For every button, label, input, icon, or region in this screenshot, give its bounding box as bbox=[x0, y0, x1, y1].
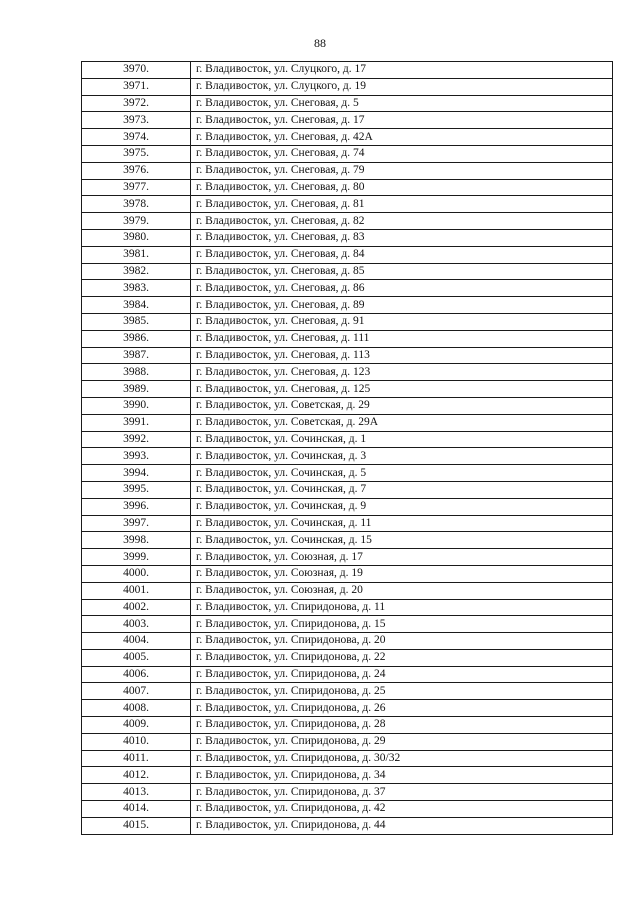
address-cell: г. Владивосток, ул. Снеговая, д. 81 bbox=[191, 196, 613, 213]
address-cell: г. Владивосток, ул. Спиридонова, д. 34 bbox=[191, 767, 613, 784]
address-cell: г. Владивосток, ул. Снеговая, д. 84 bbox=[191, 246, 613, 263]
address-cell: г. Владивосток, ул. Спиридонова, д. 42 bbox=[191, 801, 613, 818]
address-cell: г. Владивосток, ул. Снеговая, д. 82 bbox=[191, 213, 613, 230]
table-row bbox=[82, 196, 613, 213]
address-cell: г. Владивосток, ул. Снеговая, д. 125 bbox=[191, 381, 613, 398]
table-row bbox=[82, 582, 613, 599]
address-cell: г. Владивосток, ул. Спиридонова, д. 26 bbox=[191, 700, 613, 717]
table-row bbox=[82, 565, 613, 582]
table-row bbox=[82, 347, 613, 364]
table-row bbox=[82, 750, 613, 767]
row-number-cell: 3971. bbox=[82, 78, 191, 95]
row-number-cell: 3977. bbox=[82, 179, 191, 196]
page-number: 88 bbox=[314, 36, 326, 50]
address-cell: г. Владивосток, ул. Сочинская, д. 1 bbox=[191, 431, 613, 448]
address-table-body bbox=[82, 62, 613, 835]
row-number-cell: 3992. bbox=[82, 431, 191, 448]
row-number-cell: 3983. bbox=[82, 280, 191, 297]
row-number-cell: 4009. bbox=[82, 717, 191, 734]
row-number-cell: 4004. bbox=[82, 633, 191, 650]
address-cell: г. Владивосток, ул. Спиридонова, д. 22 bbox=[191, 649, 613, 666]
row-number-cell: 3991. bbox=[82, 414, 191, 431]
table-row bbox=[82, 381, 613, 398]
row-number-cell: 3972. bbox=[82, 95, 191, 112]
table-row bbox=[82, 599, 613, 616]
address-cell: г. Владивосток, ул. Сочинская, д. 3 bbox=[191, 448, 613, 465]
address-cell: г. Владивосток, ул. Спиридонова, д. 11 bbox=[191, 599, 613, 616]
table-row bbox=[82, 733, 613, 750]
table-row bbox=[82, 297, 613, 314]
row-number-cell: 4003. bbox=[82, 616, 191, 633]
address-cell: г. Владивосток, ул. Сочинская, д. 9 bbox=[191, 498, 613, 515]
row-number-cell: 3997. bbox=[82, 515, 191, 532]
row-number-cell: 3994. bbox=[82, 465, 191, 482]
address-cell: г. Владивосток, ул. Снеговая, д. 111 bbox=[191, 330, 613, 347]
table-row bbox=[82, 717, 613, 734]
address-cell: г. Владивосток, ул. Снеговая, д. 113 bbox=[191, 347, 613, 364]
table-row bbox=[82, 397, 613, 414]
address-cell: г. Владивосток, ул. Союзная, д. 17 bbox=[191, 549, 613, 566]
address-cell: г. Владивосток, ул. Спиридонова, д. 15 bbox=[191, 616, 613, 633]
table-row bbox=[82, 414, 613, 431]
table-row bbox=[82, 95, 613, 112]
address-cell: г. Владивосток, ул. Союзная, д. 20 bbox=[191, 582, 613, 599]
row-number-cell: 3976. bbox=[82, 162, 191, 179]
row-number-cell: 4010. bbox=[82, 733, 191, 750]
address-cell: г. Владивосток, ул. Снеговая, д. 79 bbox=[191, 162, 613, 179]
row-number-cell: 3973. bbox=[82, 112, 191, 129]
table-row bbox=[82, 129, 613, 146]
address-cell: г. Владивосток, ул. Снеговая, д. 74 bbox=[191, 145, 613, 162]
row-number-cell: 3984. bbox=[82, 297, 191, 314]
table-row bbox=[82, 280, 613, 297]
row-number-cell: 3981. bbox=[82, 246, 191, 263]
row-number-cell: 3987. bbox=[82, 347, 191, 364]
row-number-cell: 3986. bbox=[82, 330, 191, 347]
row-number-cell: 4002. bbox=[82, 599, 191, 616]
table-row bbox=[82, 213, 613, 230]
row-number-cell: 4012. bbox=[82, 767, 191, 784]
row-number-cell: 3982. bbox=[82, 263, 191, 280]
address-cell: г. Владивосток, ул. Спиридонова, д. 29 bbox=[191, 733, 613, 750]
table-row bbox=[82, 784, 613, 801]
row-number-cell: 3980. bbox=[82, 229, 191, 246]
row-number-cell: 3998. bbox=[82, 532, 191, 549]
address-cell: г. Владивосток, ул. Снеговая, д. 86 bbox=[191, 280, 613, 297]
table-row bbox=[82, 683, 613, 700]
row-number-cell: 4001. bbox=[82, 582, 191, 599]
address-cell: г. Владивосток, ул. Спиридонова, д. 25 bbox=[191, 683, 613, 700]
table-row bbox=[82, 364, 613, 381]
table-row bbox=[82, 330, 613, 347]
row-number-cell: 3970. bbox=[82, 62, 191, 79]
address-cell: г. Владивосток, ул. Спиридонова, д. 37 bbox=[191, 784, 613, 801]
address-cell: г. Владивосток, ул. Снеговая, д. 17 bbox=[191, 112, 613, 129]
address-cell: г. Владивосток, ул. Сочинская, д. 11 bbox=[191, 515, 613, 532]
row-number-cell: 4008. bbox=[82, 700, 191, 717]
table-row bbox=[82, 162, 613, 179]
table-row bbox=[82, 78, 613, 95]
table-row bbox=[82, 481, 613, 498]
table-row bbox=[82, 448, 613, 465]
table-row bbox=[82, 112, 613, 129]
table-row bbox=[82, 431, 613, 448]
row-number-cell: 4000. bbox=[82, 565, 191, 582]
table-row bbox=[82, 633, 613, 650]
table-row bbox=[82, 549, 613, 566]
address-cell: г. Владивосток, ул. Снеговая, д. 5 bbox=[191, 95, 613, 112]
row-number-cell: 3999. bbox=[82, 549, 191, 566]
row-number-cell: 4011. bbox=[82, 750, 191, 767]
address-cell: г. Владивосток, ул. Союзная, д. 19 bbox=[191, 565, 613, 582]
address-cell: г. Владивосток, ул. Снеговая, д. 42А bbox=[191, 129, 613, 146]
address-cell: г. Владивосток, ул. Снеговая, д. 91 bbox=[191, 313, 613, 330]
table-row bbox=[82, 179, 613, 196]
row-number-cell: 3993. bbox=[82, 448, 191, 465]
row-number-cell: 3978. bbox=[82, 196, 191, 213]
table-row bbox=[82, 263, 613, 280]
row-number-cell: 3995. bbox=[82, 481, 191, 498]
address-cell: г. Владивосток, ул. Снеговая, д. 89 bbox=[191, 297, 613, 314]
address-cell: г. Владивосток, ул. Спиридонова, д. 44 bbox=[191, 817, 613, 834]
table-row bbox=[82, 700, 613, 717]
table-row bbox=[82, 801, 613, 818]
address-table bbox=[81, 61, 613, 835]
address-cell: г. Владивосток, ул. Слуцкого, д. 17 bbox=[191, 62, 613, 79]
address-cell: г. Владивосток, ул. Советская, д. 29 bbox=[191, 397, 613, 414]
address-cell: г. Владивосток, ул. Спиридонова, д. 28 bbox=[191, 717, 613, 734]
address-cell: г. Владивосток, ул. Снеговая, д. 123 bbox=[191, 364, 613, 381]
row-number-cell: 3996. bbox=[82, 498, 191, 515]
table-row bbox=[82, 498, 613, 515]
address-cell: г. Владивосток, ул. Слуцкого, д. 19 bbox=[191, 78, 613, 95]
address-cell: г. Владивосток, ул. Спиридонова, д. 24 bbox=[191, 666, 613, 683]
address-cell: г. Владивосток, ул. Снеговая, д. 80 bbox=[191, 179, 613, 196]
row-number-cell: 3989. bbox=[82, 381, 191, 398]
table-row bbox=[82, 229, 613, 246]
row-number-cell: 4013. bbox=[82, 784, 191, 801]
address-cell: г. Владивосток, ул. Сочинская, д. 5 bbox=[191, 465, 613, 482]
row-number-cell: 4014. bbox=[82, 801, 191, 818]
address-cell: г. Владивосток, ул. Снеговая, д. 85 bbox=[191, 263, 613, 280]
table-row bbox=[82, 515, 613, 532]
row-number-cell: 4015. bbox=[82, 817, 191, 834]
address-cell: г. Владивосток, ул. Сочинская, д. 7 bbox=[191, 481, 613, 498]
table-row bbox=[82, 666, 613, 683]
table-row bbox=[82, 145, 613, 162]
row-number-cell: 3988. bbox=[82, 364, 191, 381]
address-cell: г. Владивосток, ул. Спиридонова, д. 20 bbox=[191, 633, 613, 650]
row-number-cell: 3990. bbox=[82, 397, 191, 414]
table-row bbox=[82, 246, 613, 263]
row-number-cell: 3974. bbox=[82, 129, 191, 146]
table-row bbox=[82, 62, 613, 79]
address-cell: г. Владивосток, ул. Спиридонова, д. 30/32 bbox=[191, 750, 613, 767]
row-number-cell: 4006. bbox=[82, 666, 191, 683]
row-number-cell: 3985. bbox=[82, 313, 191, 330]
row-number-cell: 4005. bbox=[82, 649, 191, 666]
row-number-cell: 3975. bbox=[82, 145, 191, 162]
row-number-cell: 3979. bbox=[82, 213, 191, 230]
table-row bbox=[82, 767, 613, 784]
address-cell: г. Владивосток, ул. Сочинская, д. 15 bbox=[191, 532, 613, 549]
address-cell: г. Владивосток, ул. Снеговая, д. 83 bbox=[191, 229, 613, 246]
address-cell: г. Владивосток, ул. Советская, д. 29А bbox=[191, 414, 613, 431]
table-row bbox=[82, 649, 613, 666]
table-row bbox=[82, 532, 613, 549]
row-number-cell: 4007. bbox=[82, 683, 191, 700]
table-row bbox=[82, 616, 613, 633]
table-row bbox=[82, 817, 613, 834]
table-row bbox=[82, 465, 613, 482]
table-row bbox=[82, 313, 613, 330]
